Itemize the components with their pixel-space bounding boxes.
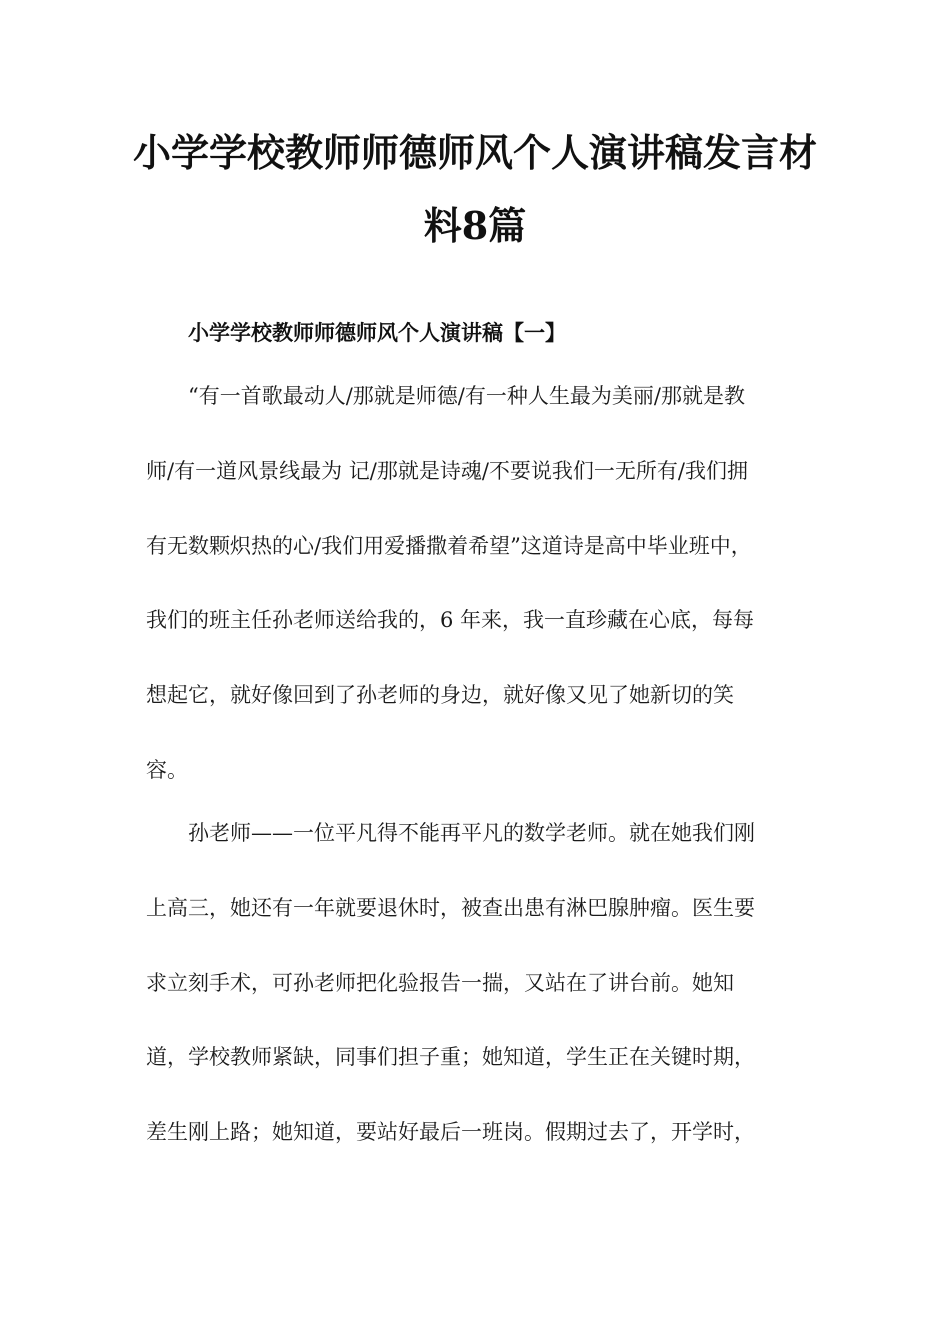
- body-text-line: 想起它，就好像回到了孙老师的身边，就好像又见了她新切的笑: [146, 683, 734, 707]
- body-text-line: 容。: [146, 758, 188, 782]
- body-text-line: “有一首歌最动人/那就是师德/有一种人生最为美丽/那就是教: [188, 384, 745, 408]
- section-heading: 小学学校教师师德师风个人演讲稿【一】: [188, 321, 566, 345]
- document-title-line-2: 料8篇: [423, 203, 527, 248]
- body-text-line: 我们的班主任孙老师送给我的，6 年来，我一直珍藏在心底，每每: [146, 608, 755, 632]
- body-text-line: 孙老师——一位平凡得不能再平凡的数学老师。就在她我们刚: [188, 821, 755, 845]
- body-text-line: 道，学校教师紧缺，同事们担子重；她知道，学生正在关键时期，: [146, 1045, 755, 1069]
- document-title-line-1: 小学学校教师师德师风个人演讲稿发言材: [132, 130, 817, 175]
- body-text-line: 师/有一道风景线最为 记/那就是诗魂/不要说我们一无所有/我们拥: [146, 459, 748, 483]
- body-text-line: 上高三，她还有一年就要退休时，被查出患有淋巴腺肿瘤。医生要: [146, 896, 755, 920]
- body-text-line: 求立刻手术，可孙老师把化验报告一揣，又站在了讲台前。她知: [146, 971, 734, 995]
- body-text-line: 有无数颗炽热的心/我们用爱播撒着希望”这道诗是高中毕业班中，: [146, 534, 752, 558]
- body-text-line: 差生刚上路；她知道，要站好最后一班岗。假期过去了，开学时，: [146, 1120, 755, 1144]
